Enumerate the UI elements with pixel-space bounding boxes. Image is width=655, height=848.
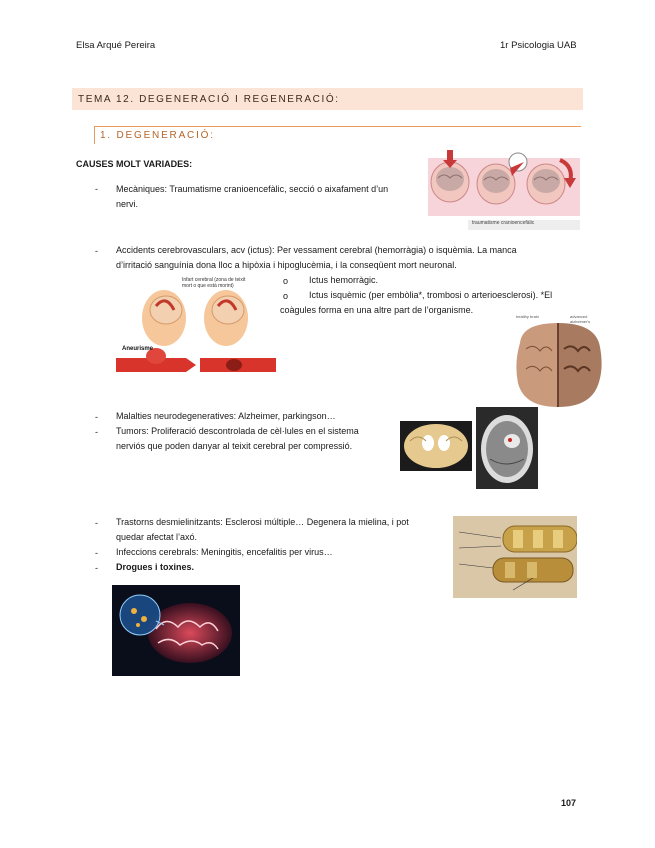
sub-bullet-ictus-isquemic: Ictus isquèmic (per embòlia*, trombosi o arterioesclerosi). *El <box>309 290 553 300</box>
healthy-label: healthy brain <box>516 314 539 319</box>
bullet-infeccions: Infeccions cerebrals: Meningitis, encefalitis per virus… <box>116 547 333 557</box>
brain-drugs-image <box>112 585 240 676</box>
page-title: TEMA 12. DEGENERACIÓ I REGENERACIÓ: <box>78 94 340 105</box>
bullet-dash: - <box>95 184 98 194</box>
tumor-scan-image <box>476 407 538 489</box>
bullet-mecaniques-line2: nervi. <box>116 199 139 209</box>
bullet-neurodegeneratives: Malalties neurodegeneratives: Alzheimer, parkingson… <box>116 411 336 421</box>
sub-bullet-ictus-isquemic-cont: coàgules forma en una altre part de l’organisme. <box>280 305 474 315</box>
bullet-mecaniques-line1: Mecàniques: Traumatisme cranioencefàlic, secció o aixafament d’un <box>116 184 389 194</box>
bullet-dash: - <box>95 246 98 256</box>
sub-bullet-marker: o <box>283 276 289 286</box>
page-number: 107 <box>561 798 577 808</box>
bullet-dash: - <box>95 548 98 558</box>
bullet-tumors-line2: nerviós que poden danyar al teixit cerebral per compressió. <box>116 441 353 451</box>
infart-label: Infart cerebral (zona de teixit mort o que està morint) <box>182 277 246 289</box>
header-author: Elsa Arqué Pereira <box>76 40 156 51</box>
tumor-slice-image <box>400 421 472 471</box>
sub-bullet-marker: o <box>283 291 289 301</box>
myelin-image <box>453 516 577 598</box>
bullet-acv-line1: Accidents cerebrovasculars, acv (ictus): Per vessament cerebral (hemorràgia) o isquèmia. La manca <box>116 245 517 255</box>
brain-comparison-image <box>512 313 605 411</box>
bullet-dash: - <box>95 563 98 573</box>
section-heading: 1. DEGENERACIÓ: <box>100 130 215 141</box>
bullet-drogues: Drogues i toxines. <box>116 562 195 572</box>
sub-bullet-ictus-hemorragic: Ictus hemorràgic. <box>309 275 379 285</box>
alzheimers-label: advanced alzheimer's <box>570 314 591 324</box>
aneurisme-label: Aneurisme <box>122 346 154 352</box>
bullet-dash: - <box>95 412 98 422</box>
trauma-caption: traumatisme cranioencefàlic <box>472 220 535 226</box>
bullet-tumors-line1: Tumors: Proliferació descontrolada de cèl·lules en el sistema <box>116 426 359 436</box>
bullet-dash: - <box>95 427 98 437</box>
header-course: 1r Psicologia UAB <box>500 40 577 51</box>
bullet-dash: - <box>95 518 98 528</box>
bullet-acv-line2: d’irritació sanguínia dona lloc a hipòxia i hipoglucèmia, i la conseqüent mort neuronal. <box>116 260 457 270</box>
bullet-trastorns-line2: quedar afectat l’axó. <box>116 532 198 542</box>
bullet-trastorns-line1: Trastorns desmielinitzants: Esclerosi múltiple… Degenera la mielina, i pot <box>116 517 409 527</box>
trauma-image <box>428 148 580 230</box>
causes-heading: CAUSES MOLT VARIADES: <box>76 159 193 169</box>
stroke-image <box>116 276 276 392</box>
